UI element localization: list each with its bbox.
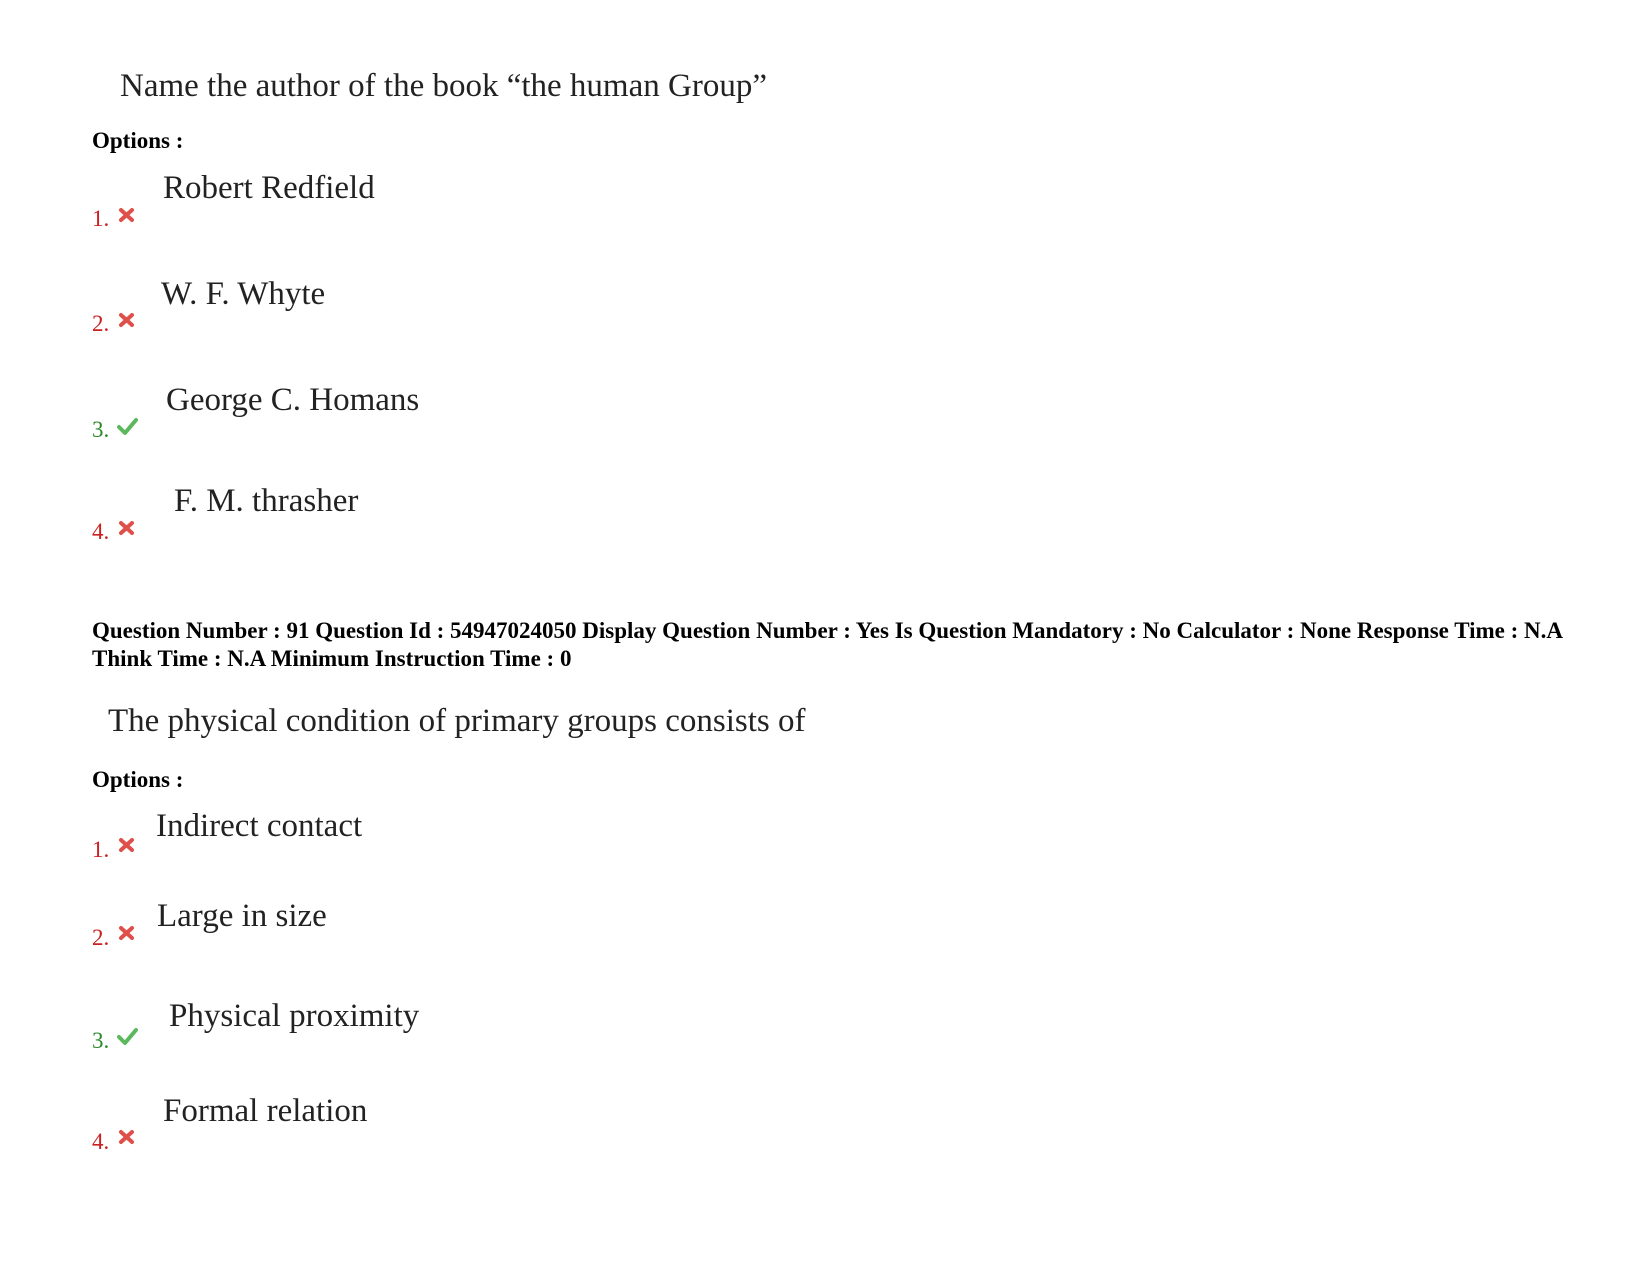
options-label: Options : — [92, 128, 184, 153]
cross-icon — [117, 1127, 137, 1147]
cross-icon — [117, 835, 137, 855]
option-text: Indirect contact — [156, 808, 363, 844]
cross-icon — [117, 310, 137, 330]
check-icon — [116, 1026, 138, 1046]
option-text: W. F. Whyte — [161, 276, 326, 312]
option-number: 3. — [92, 417, 110, 442]
cross-icon — [117, 205, 137, 225]
option-text: Formal relation — [163, 1093, 368, 1129]
option-number: 2. — [92, 925, 110, 950]
option-text: Physical proximity — [169, 998, 420, 1034]
option-text: George C. Homans — [166, 382, 420, 418]
option-number: 2. — [92, 311, 110, 336]
option-text: Large in size — [157, 898, 327, 934]
option-number: 3. — [92, 1028, 110, 1053]
option-number: 1. — [92, 837, 110, 862]
check-icon — [116, 416, 138, 436]
option-number: 4. — [92, 1129, 110, 1154]
option-text: F. M. thrasher — [174, 483, 359, 519]
question-metadata: Question Number : 91 Question Id : 54947024050 Display Question Number : Yes Is Question Mandatory : No Calculator : None Response Time : N.A Think Time : N.A Minimum Instruction Time : 0 — [92, 618, 1562, 671]
options-label: Options : — [92, 767, 184, 792]
cross-icon — [117, 518, 137, 538]
option-number: 4. — [92, 519, 110, 544]
question-text: The physical condition of primary groups consists of — [108, 703, 806, 739]
cross-icon — [117, 923, 137, 943]
option-text: Robert Redfield — [163, 170, 375, 206]
question-text: Name the author of the book “the human Group” — [120, 68, 767, 104]
option-number: 1. — [92, 206, 110, 231]
